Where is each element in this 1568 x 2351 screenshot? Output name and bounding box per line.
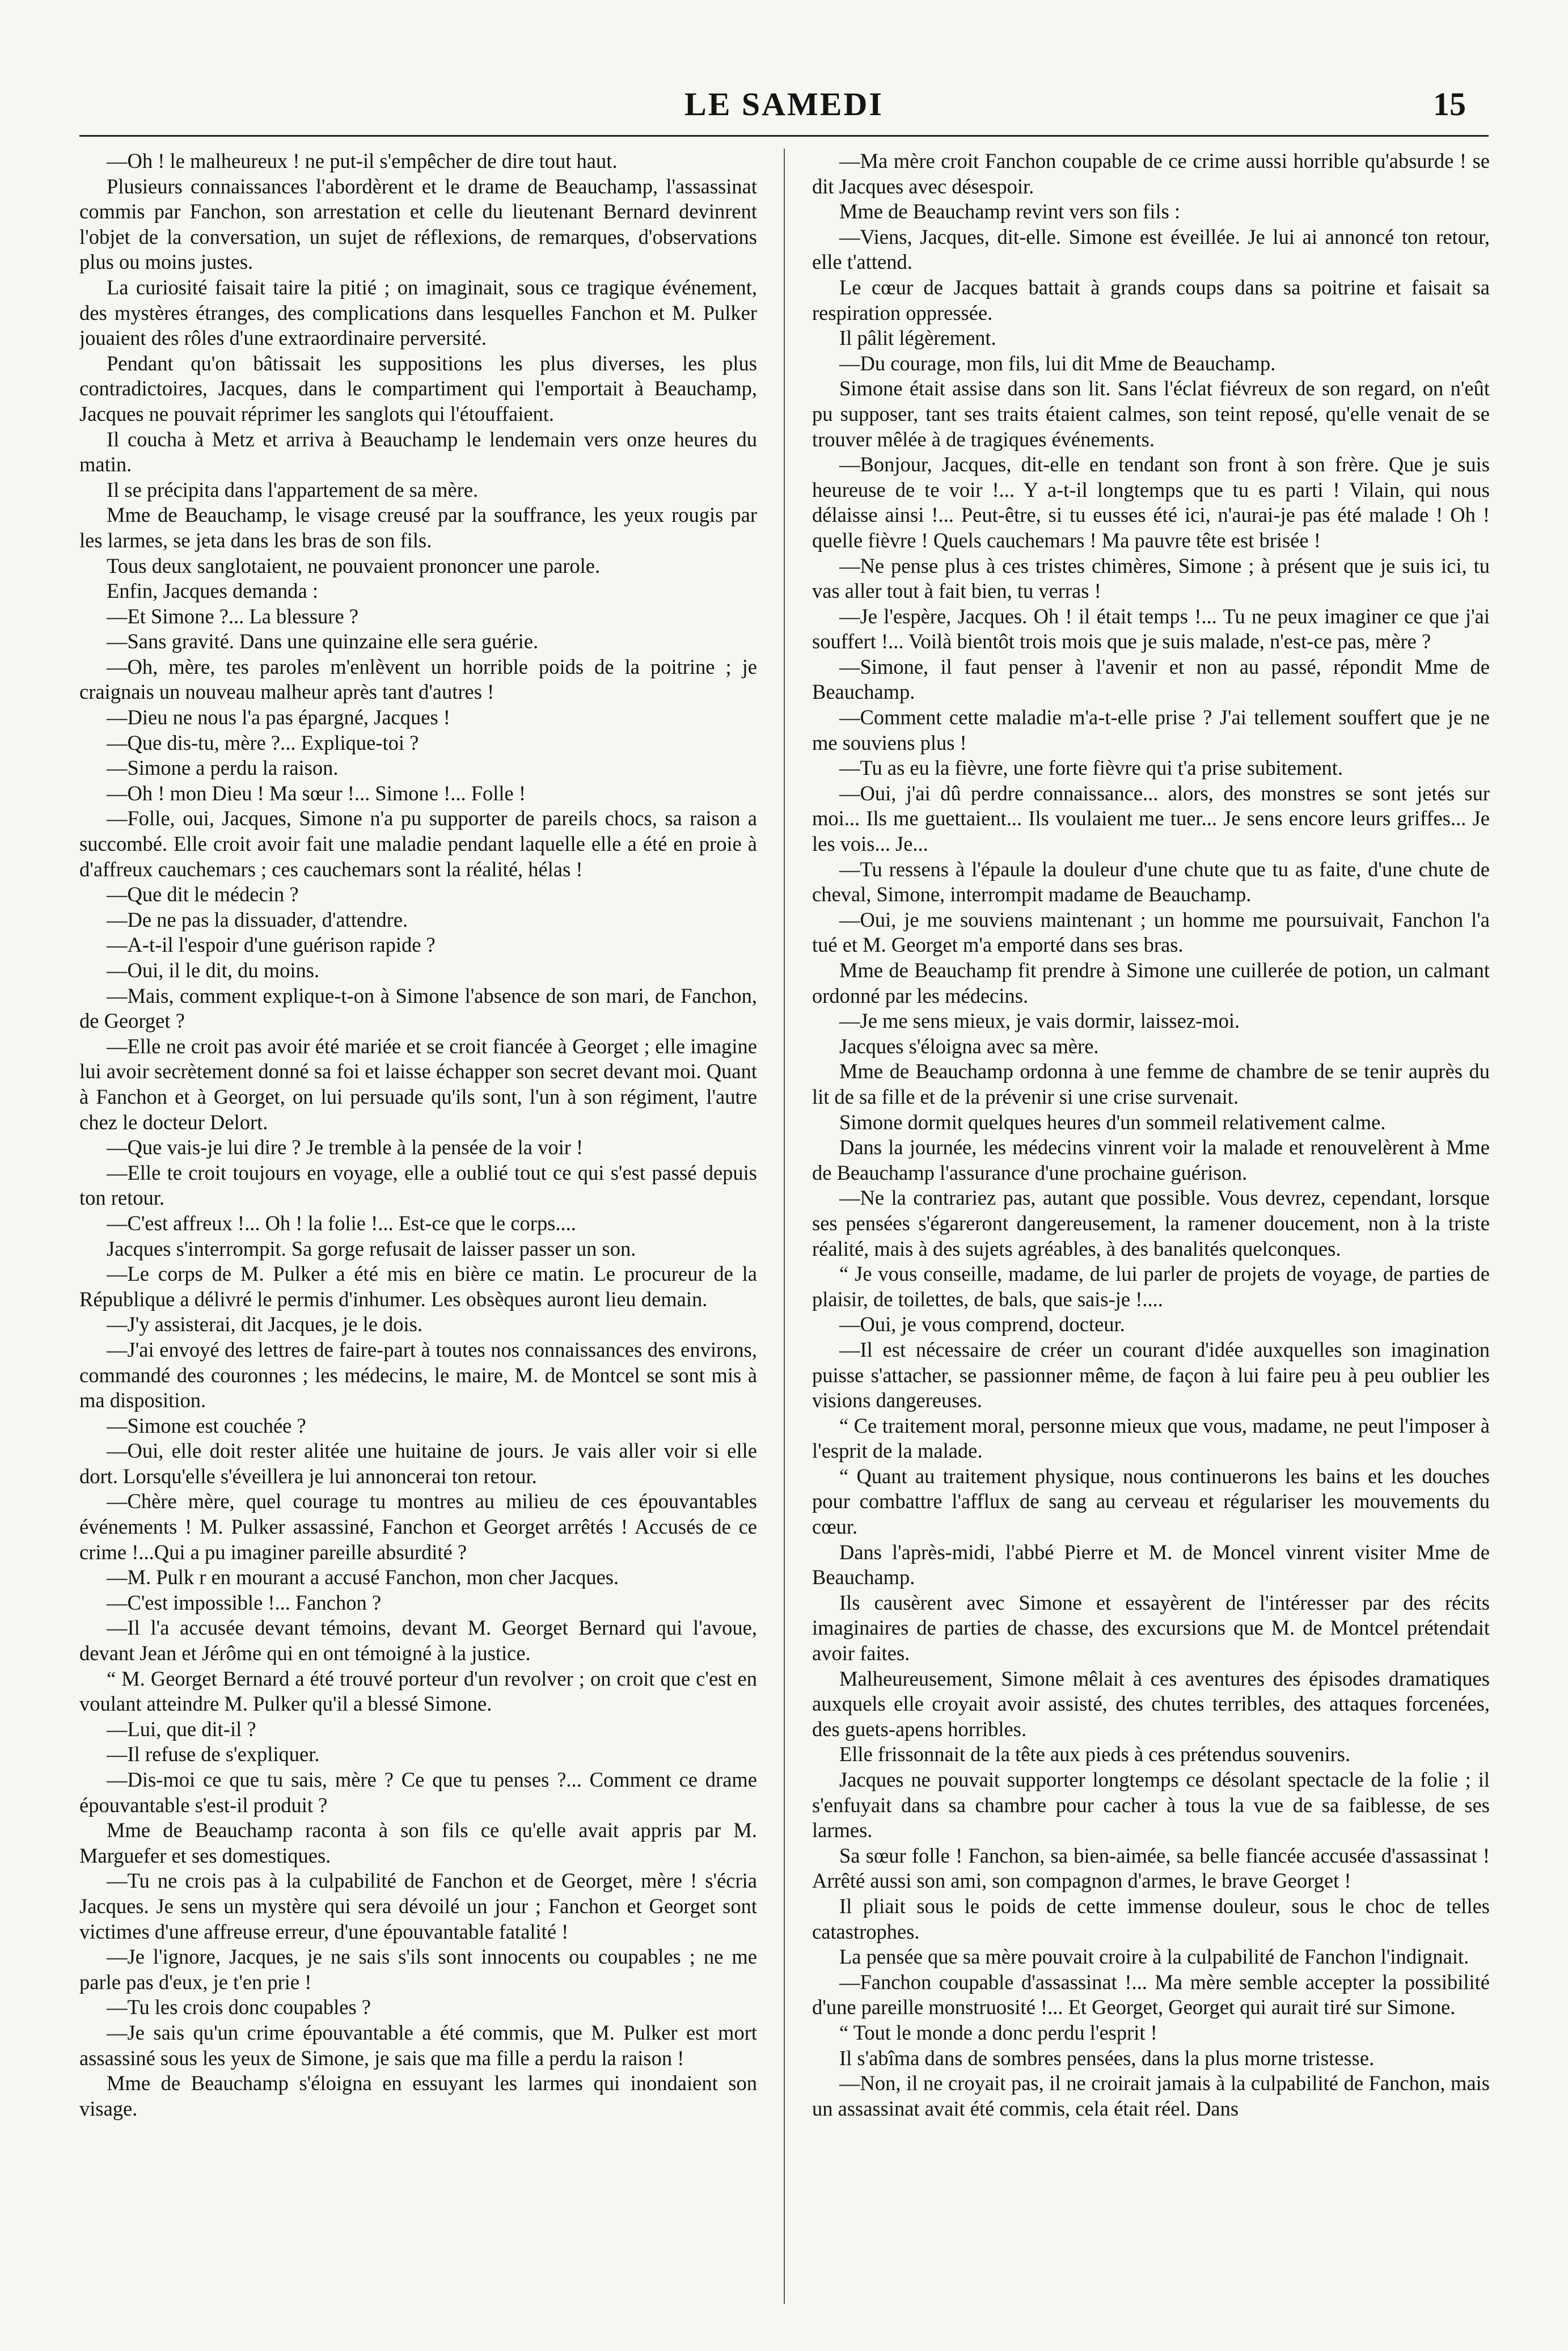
paragraph: “ Je vous conseille, madame, de lui parler de projets de voyage, de parties de plaisir, de toilettes, de bals, que sais-je !....	[812, 1262, 1490, 1311]
paragraph: Ils causèrent avec Simone et essayèrent de l'intéresser par des récits imaginaires de parties de chasse, des excursions que M. de Montcel prétendait avoir faites.	[812, 1590, 1490, 1665]
right-column	[812, 149, 1490, 2327]
paragraph: Mme de Beauchamp raconta à son fils ce qu'elle avait appris par M. Marguefer et ses domestiques.	[79, 1818, 757, 1867]
paragraph: —Mais, comment explique-t-on à Simone l'absence de son mari, de Fanchon, de Georget ?	[79, 984, 757, 1033]
paragraph: —Que dit le médecin ?	[107, 883, 299, 906]
paragraph: —Tu ressens à l'épaule la douleur d'une chute que tu as faite, d'une chute de cheval, Simone, interrompit madame de Beauchamp.	[812, 857, 1490, 906]
paragraph: —Dieu ne nous l'a pas épargné, Jacques !	[107, 706, 450, 729]
page-header	[79, 85, 1489, 130]
paragraph: —Du courage, mon fils, lui dit Mme de Beauchamp.	[839, 351, 1276, 375]
column-divider	[784, 149, 785, 2304]
paragraph: “ Tout le monde a donc perdu l'esprit !	[839, 2020, 1157, 2044]
paragraph: Sa sœur folle ! Fanchon, sa bien-aimée, sa belle fiancée accusée d'assassinat ! Arrêté aussi son ami, son compagnon d'armes, le brave Georget !	[812, 1843, 1490, 1893]
left-column	[79, 149, 757, 2327]
paragraph: Mme de Beauchamp revint vers son fils :	[839, 200, 1181, 223]
paragraph: —Le corps de M. Pulker a été mis en bière ce matin. Le procureur de la République a délivré le permis d'inhumer. Les obsèques auront lieu demain.	[79, 1262, 757, 1311]
paragraph: —Ne pense plus à ces tristes chimères, Simone ; à présent que je suis ici, tu vas aller tout à fait bien, tu verras !	[812, 554, 1490, 603]
paragraph: La pensée que sa mère pouvait croire à la culpabilité de Fanchon l'indignait.	[839, 1945, 1469, 1969]
paragraph: —Dis-moi ce que tu sais, mère ? Ce que tu penses ?... Comment ce drame épouvantable s'est-il produit ?	[79, 1768, 757, 1817]
paragraph: —Oh ! le malheureux ! ne put-il s'empêcher de dire tout haut.	[107, 149, 618, 172]
paragraph: Pendant qu'on bâtissait les suppositions les plus diverses, les plus contradictoires, Jacques, dans le compartiment qui l'emportait à Beauchamp, Jacques ne pouvait réprimer les sanglots qui l'étouffaient.	[79, 351, 757, 425]
paragraph: Le cœur de Jacques battait à grands coups dans sa poitrine et faisait sa respiration oppressée.	[812, 275, 1490, 324]
paragraph: —Je me sens mieux, je vais dormir, laissez-moi.	[839, 1009, 1240, 1033]
header-rule	[79, 135, 1489, 137]
paragraph: Tous deux sanglotaient, ne pouvaient prononcer une parole.	[107, 554, 601, 577]
paragraph: Jacques s'interrompit. Sa gorge refusait de laisser passer un son.	[107, 1236, 636, 1260]
paragraph: —Non, il ne croyait pas, il ne croirait jamais à la culpabilité de Fanchon, mais un assassinat avait été commis, cela était réel. Dans	[812, 2071, 1490, 2120]
paragraph: —Tu les crois donc coupables ?	[107, 1995, 371, 2019]
paragraph: —Ma mère croit Fanchon coupable de ce crime aussi horrible qu'absurde ! se dit Jacques avec désespoir.	[812, 149, 1490, 198]
paragraph: —Oui, je vous comprend, docteur.	[839, 1312, 1125, 1336]
paragraph: —C'est impossible !... Fanchon ?	[107, 1590, 382, 1614]
paragraph: —Et Simone ?... La blessure ?	[107, 604, 358, 628]
paragraph: —Je sais qu'un crime épouvantable a été commis, que M. Pulker est mort assassiné sous les yeux de Simone, je sais que ma fille a perdu la raison !	[79, 2020, 757, 2070]
paragraph: Dans l'après-midi, l'abbé Pierre et M. de Moncel vinrent visiter Mme de Beauchamp.	[812, 1540, 1490, 1589]
paragraph: Il se précipita dans l'appartement de sa mère.	[107, 478, 479, 501]
paragraph: —M. Pulk r en mourant a accusé Fanchon, mon cher Jacques.	[107, 1565, 619, 1589]
paragraph: —Tu ne crois pas à la culpabilité de Fanchon et de Georget, mère ! s'écria Jacques. Je sens un mystère qui sera dévoilé un jour ; Fanchon et Georget sont victimes d'une affreuse erreur, d'une épouvantable fatalité !	[79, 1869, 757, 1943]
paragraph: Mme de Beauchamp fit prendre à Simone une cuillerée de potion, un calmant ordonné par les médecins.	[812, 959, 1490, 1007]
paragraph: —Oh ! mon Dieu ! Ma sœur !... Simone !... Folle !	[107, 781, 526, 805]
publication-title: LE SAMEDI	[684, 86, 884, 123]
paragraph: —Elle te croit toujours en voyage, elle a oublié tout ce qui s'est passé depuis ton retour.	[79, 1160, 757, 1210]
paragraph: —Oui, je me souviens maintenant ; un homme me poursuivait, Fanchon l'a tué et M. Georget m'a emporté dans ses bras.	[812, 908, 1490, 957]
paragraph: —Simone, il faut penser à l'avenir et non au passé, répondit Mme de Beauchamp.	[812, 655, 1490, 704]
paragraph: —Simone est couchée ?	[107, 1413, 306, 1437]
paragraph: Mme de Beauchamp s'éloigna en essuyant les larmes qui inondaient son visage.	[79, 2071, 757, 2120]
paragraph: —Tu as eu la fièvre, une forte fièvre qui t'a prise subitement.	[839, 756, 1343, 780]
paragraph: Malheureusement, Simone mêlait à ces aventures des épisodes dramatiques auxquels elle croyait avoir assisté, des chutes terribles, des attaques forcenées, des guets-apens horribles.	[812, 1666, 1490, 1741]
paragraph: La curiosité faisait taire la pitié ; on imaginait, sous ce tragique événement, des mystères étranges, des complications dans lesquelles Fanchon et M. Pulker jouaient des rôles d'une extraordinaire perversité.	[79, 275, 757, 350]
paragraph: —Il l'a accusée devant témoins, devant M. Georget Bernard qui l'avoue, devant Jean et Jérôme qui en ont témoigné à la justice.	[79, 1616, 757, 1665]
paragraph: —Oh, mère, tes paroles m'enlèvent un horrible poids de la poitrine ; je craignais un nouveau malheur après tant d'autres !	[79, 655, 757, 704]
paragraph: —Je l'espère, Jacques. Oh ! il était temps !... Tu ne peux imaginer ce que j'ai souffert !... Voilà bientôt trois mois que je suis malade, n'est-ce pas, mère ?	[812, 604, 1490, 653]
paragraph: Jacques s'éloigna avec sa mère.	[839, 1034, 1099, 1058]
paragraph: —J'ai envoyé des lettres de faire-part à toutes nos connaissances des environs, commandé des couronnes ; les médecins, le maire, M. de Montcel se sont mis à ma disposition.	[79, 1337, 757, 1412]
paragraph: Il coucha à Metz et arriva à Beauchamp le lendemain vers onze heures du matin.	[79, 427, 757, 476]
paragraph: —Oui, j'ai dû perdre connaissance... alors, des monstres se sont jetés sur moi... Ils me guettaient... Ils voulaient me tuer... Je sens encore leurs griffes... Je les vois... Je...	[812, 781, 1490, 856]
paragraph: —A-t-il l'espoir d'une guérison rapide ?	[107, 933, 436, 957]
paragraph: —Simone a perdu la raison.	[107, 756, 339, 780]
paragraph: —Comment cette maladie m'a-t-elle prise ? J'ai tellement souffert que je ne me souviens plus !	[812, 706, 1490, 754]
paragraph: Mme de Beauchamp ordonna à une femme de chambre de se tenir auprès du lit de sa fille et de la prévenir si une crise survenait.	[812, 1060, 1490, 1108]
paragraph: “ M. Georget Bernard a été trouvé porteur d'un revolver ; on croit que c'est en voulant atteindre M. Pulker qu'il a blessé Simone.	[79, 1666, 757, 1716]
paragraph: —Que vais-je lui dire ? Je tremble à la pensée de la voir !	[107, 1136, 584, 1159]
paragraph: Simone dormit quelques heures d'un sommeil relativement calme.	[839, 1110, 1386, 1134]
paragraph: Il s'abîma dans de sombres pensées, dans la plus morne tristesse.	[839, 2046, 1375, 2070]
paragraph: —Fanchon coupable d'assassinat !... Ma mère semble accepter la possibilité d'une pareille monstruosité !... Et Georget, Georget qui aurait tiré sur Simone.	[812, 1970, 1490, 2019]
paragraph: Il pliait sous le poids de cette immense douleur, sous le choc de telles catastrophes.	[812, 1894, 1490, 1943]
paragraph: —Ne la contrariez pas, autant que possible. Vous devrez, cependant, lorsque ses pensées s'égareront dangereusement, la ramener doucement, non à la triste réalité, mais à des sujets agréables, à des banalités quelconques.	[812, 1186, 1490, 1260]
paragraph: Simone était assise dans son lit. Sans l'éclat fiévreux de son regard, on n'eût pu supposer, tant ses traits étaient calmes, son teint reposé, qu'elle venait de se trouver mêlée à de tragiques événements.	[812, 377, 1490, 451]
paragraph: “ Quant au traitement physique, nous continuerons les bains et les douches pour combattre l'afflux de sang au cerveau et régulariser les mouvements du cœur.	[812, 1464, 1490, 1539]
paragraph: —Oui, elle doit rester alitée une huitaine de jours. Je vais aller voir si elle dort. Lorsqu'elle s'éveillera je lui annoncerai ton retour.	[79, 1439, 757, 1488]
paragraph: Enfin, Jacques demanda :	[107, 579, 318, 603]
paragraph: —Lui, que dit-il ?	[107, 1717, 256, 1741]
paragraph: —Folle, oui, Jacques, Simone n'a pu supporter de pareils chocs, sa raison a succombé. Elle croit avoir fait une maladie pendant laquelle elle a été en proie à d'affreux cauchemars ; ces cauchemars sont la réalité, hélas !	[79, 807, 757, 881]
paragraph: —C'est affreux !... Oh ! la folie !... Est-ce que le corps....	[107, 1211, 576, 1235]
paragraph: —Sans gravité. Dans une quinzaine elle sera guérie.	[107, 630, 539, 653]
paragraph: —J'y assisterai, dit Jacques, je le dois.	[107, 1312, 423, 1336]
page-number: 15	[1433, 86, 1466, 123]
paragraph: —Oui, il le dit, du moins.	[107, 959, 320, 982]
paragraph: Dans la journée, les médecins vinrent voir la malade et renouvelèrent à Mme de Beauchamp l'assurance d'une prochaine guérison.	[812, 1136, 1490, 1184]
paragraph: —De ne pas la dissuader, d'attendre.	[107, 908, 408, 931]
paragraph: —Bonjour, Jacques, dit-elle en tendant son front à son frère. Que je suis heureuse de te voir !... Y a-t-il longtemps que tu es parti ! Vilain, qui nous délaisse ainsi !... Peut-être, si tu eusses été ici, n'aurai-je pas été malade ! Oh ! quelle fièvre ! Quels cauchemars ! Ma pauvre tête est brisée !	[812, 453, 1490, 552]
paragraph: —Que dis-tu, mère ?... Explique-toi ?	[107, 731, 419, 754]
paragraph: —Elle ne croit pas avoir été mariée et se croit fiancée à Georget ; elle imagine lui avoir secrètement donné sa foi et laisse échapper son secret devant moi. Quant à Fanchon et à Georget, on lui persuade qu'ils sont, l'un à son régiment, l'autre chez le docteur Delort.	[79, 1034, 757, 1134]
paragraph: —Je l'ignore, Jacques, je ne sais s'ils sont innocents ou coupables ; ne me parle pas d'eux, je t'en prie !	[79, 1945, 757, 1994]
paragraph: “ Ce traitement moral, personne mieux que vous, madame, ne peut l'imposer à l'esprit de la malade.	[812, 1413, 1490, 1463]
paragraph: Jacques ne pouvait supporter longtemps ce désolant spectacle de la folie ; il s'enfuyait dans sa chambre pour cacher à tous la vue de sa faiblesse, de ses larmes.	[812, 1768, 1490, 1842]
paragraph: —Il refuse de s'expliquer.	[107, 1742, 320, 1766]
paragraph: —Il est nécessaire de créer un courant d'idée auxquelles son imagination puisse s'attacher, se passionner même, de façon à lui faire peu à peu oublier les visions dangereuses.	[812, 1337, 1490, 1412]
paragraph: Mme de Beauchamp, le visage creusé par la souffrance, les yeux rougis par les larmes, se jeta dans les bras de son fils.	[79, 503, 757, 552]
paragraph: Elle frissonnait de la tête aux pieds à ces prétendus souvenirs.	[839, 1742, 1351, 1766]
paragraph: —Chère mère, quel courage tu montres au milieu de ces épouvantables événements ! M. Pulker assassiné, Fanchon et Georget arrêtés ! Accusés de ce crime !...Qui a pu imaginer pareille absurdité ?	[79, 1489, 757, 1564]
paragraph: Il pâlit légèrement.	[839, 326, 996, 350]
paragraph: —Viens, Jacques, dit-elle. Simone est éveillée. Je lui ai annoncé ton retour, elle t'attend.	[812, 225, 1490, 274]
paragraph: Plusieurs connaissances l'abordèrent et le drame de Beauchamp, l'assassinat commis par Fanchon, son arrestation et celle du lieutenant Bernard devinrent l'objet de la conversation, un sujet de réflexions, de remarques, d'observations plus ou moins justes.	[79, 174, 757, 274]
